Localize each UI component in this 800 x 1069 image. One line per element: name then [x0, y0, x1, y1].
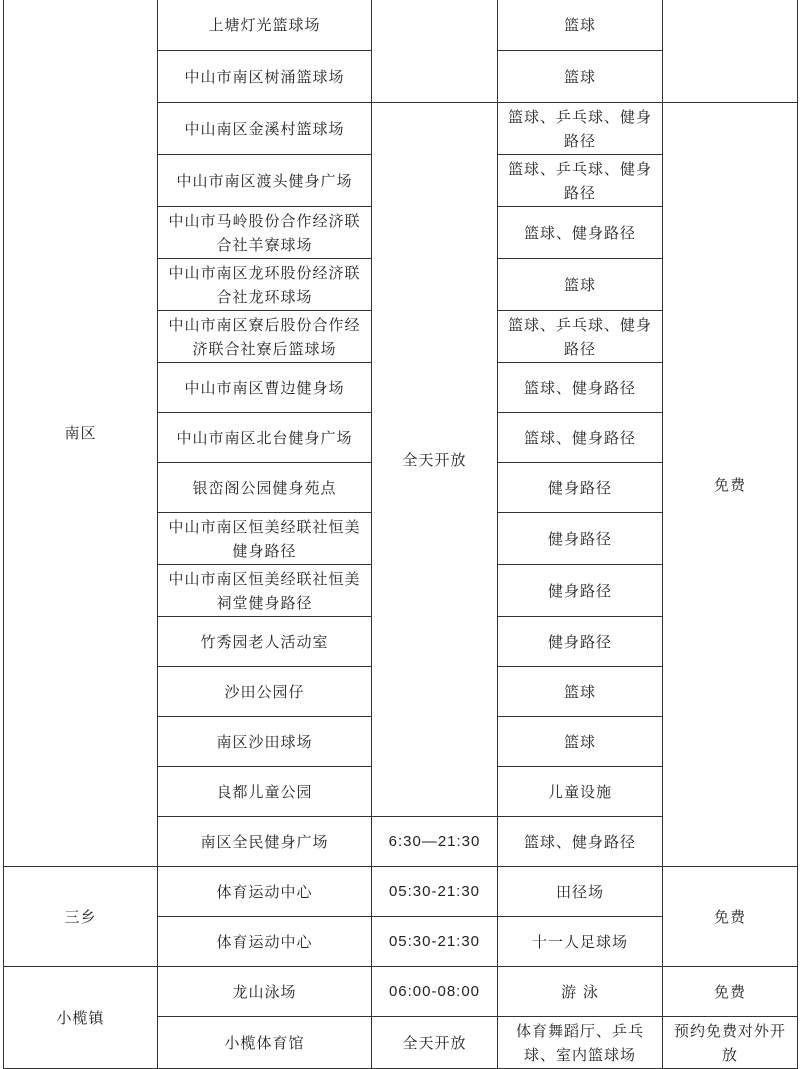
facility-cell: 健身路径 [498, 463, 663, 513]
venue-table [3, 0, 798, 1069]
district-cell: 南区 [4, 0, 158, 867]
facility-cell: 篮球、乒乓球、健身路径 [498, 311, 663, 363]
facility-cell: 篮球 [498, 717, 663, 767]
facility-cell: 十一人足球场 [498, 917, 663, 967]
fee-cell: 免费 [663, 103, 798, 867]
venue-cell: 良都儿童公园 [158, 767, 372, 817]
venue-cell: 中山南区金溪村篮球场 [158, 103, 372, 155]
facility-cell: 儿童设施 [498, 767, 663, 817]
venue-cell: 竹秀园老人活动室 [158, 617, 372, 667]
venue-cell: 小榄体育馆 [158, 1017, 372, 1069]
hours-cell [372, 0, 498, 103]
venue-cell: 沙田公园仔 [158, 667, 372, 717]
hours-cell: 全天开放 [372, 103, 498, 817]
facility-cell: 篮球 [498, 259, 663, 311]
venue-cell: 中山市南区北台健身广场 [158, 413, 372, 463]
fee-cell: 预约免费对外开放 [663, 1017, 798, 1069]
facility-cell: 篮球、健身路径 [498, 363, 663, 413]
facility-cell: 篮球 [498, 0, 663, 51]
table-row [4, 0, 798, 51]
facility-cell: 游 泳 [498, 967, 663, 1017]
venue-cell: 南区沙田球场 [158, 717, 372, 767]
district-cell: 三乡 [4, 867, 158, 967]
facility-cell: 健身路径 [498, 617, 663, 667]
venue-cell: 中山市马岭股份合作经济联合社羊寮球场 [158, 207, 372, 259]
venue-cell: 银峦阁公园健身苑点 [158, 463, 372, 513]
facility-cell: 篮球、乒乓球、健身路径 [498, 103, 663, 155]
fee-cell: 免费 [663, 967, 798, 1017]
facility-cell: 篮球、健身路径 [498, 207, 663, 259]
venue-cell: 中山市南区树涌篮球场 [158, 51, 372, 103]
venue-cell: 龙山泳场 [158, 967, 372, 1017]
hours-cell: 全天开放 [372, 1017, 498, 1069]
fee-cell: 免费 [663, 867, 798, 967]
table-row [4, 967, 798, 1017]
venue-cell: 上塘灯光篮球场 [158, 0, 372, 51]
facility-cell: 田径场 [498, 867, 663, 917]
facility-cell: 健身路径 [498, 565, 663, 617]
district-cell: 小榄镇 [4, 967, 158, 1069]
table-row [4, 867, 798, 917]
venue-cell: 中山市南区龙环股份经济联合社龙环球场 [158, 259, 372, 311]
hours-cell: 6:30—21:30 [372, 817, 498, 867]
venue-cell: 体育运动中心 [158, 917, 372, 967]
hours-cell: 06:00-08:00 [372, 967, 498, 1017]
venue-cell: 中山市南区恒美经联社恒美祠堂健身路径 [158, 565, 372, 617]
facility-cell: 篮球 [498, 51, 663, 103]
facility-cell: 篮球、健身路径 [498, 413, 663, 463]
venue-cell: 中山市南区恒美经联社恒美健身路径 [158, 513, 372, 565]
venue-cell: 中山市南区渡头健身广场 [158, 155, 372, 207]
facility-cell: 篮球、乒乓球、健身路径 [498, 155, 663, 207]
venue-cell: 南区全民健身广场 [158, 817, 372, 867]
facility-cell: 体育舞蹈厅、乒乓球、室内篮球场 [498, 1017, 663, 1069]
fee-cell [663, 0, 798, 103]
facility-cell: 篮球 [498, 667, 663, 717]
hours-cell: 05:30-21:30 [372, 867, 498, 917]
hours-cell: 05:30-21:30 [372, 917, 498, 967]
venue-cell: 体育运动中心 [158, 867, 372, 917]
venue-cell: 中山市南区曹边健身场 [158, 363, 372, 413]
venue-cell: 中山市南区寮后股份合作经济联合社寮后篮球场 [158, 311, 372, 363]
facility-cell: 篮球、健身路径 [498, 817, 663, 867]
facility-cell: 健身路径 [498, 513, 663, 565]
